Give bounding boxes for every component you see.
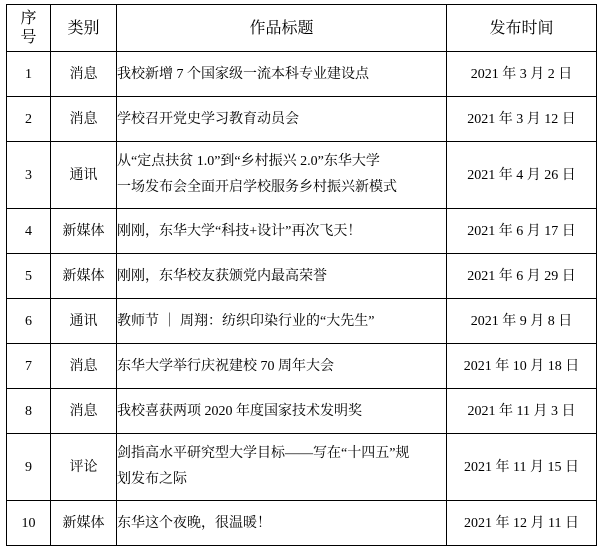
cell-title-line1: 我校新增 7 个国家级一流本科专业建设点 — [117, 66, 369, 82]
cell-title-line2: 一场发布会全面开启学校服务乡村振兴新模式 — [117, 180, 397, 195]
table-row — [7, 52, 597, 97]
cell-sequence: 5 — [7, 254, 51, 299]
cell-category: 评论 — [51, 434, 117, 501]
cell-sequence: 10 — [7, 501, 51, 546]
cell-title — [117, 344, 447, 389]
cell-sequence: 9 — [7, 434, 51, 501]
cell-title — [117, 389, 447, 434]
cell-sequence: 2 — [7, 97, 51, 142]
cell-date: 2021 年 11 月 15 日 — [447, 434, 597, 501]
cell-title-line1: 学校召开党史学习教育动员会 — [117, 111, 299, 127]
cell-category: 消息 — [51, 344, 117, 389]
cell-title — [117, 97, 447, 142]
cell-category: 通讯 — [51, 299, 117, 344]
column-header-category: 类别 — [51, 5, 117, 52]
table-row — [7, 434, 597, 501]
table-row — [7, 344, 597, 389]
cell-title — [117, 434, 447, 501]
header-row — [7, 5, 597, 52]
cell-date: 2021 年 9 月 8 日 — [447, 299, 597, 344]
table-row — [7, 299, 597, 344]
cell-title-line2: 划发布之际 — [117, 472, 187, 487]
cell-category: 消息 — [51, 97, 117, 142]
cell-category: 消息 — [51, 52, 117, 97]
cell-title-line1: 东华这个夜晚，很温暖！ — [117, 515, 271, 531]
table-row — [7, 254, 597, 299]
cell-date: 2021 年 6 月 29 日 — [447, 254, 597, 299]
cell-date: 2021 年 3 月 2 日 — [447, 52, 597, 97]
cell-date: 2021 年 11 月 3 日 — [447, 389, 597, 434]
works-table — [6, 4, 597, 546]
table-body — [7, 52, 597, 546]
table-row — [7, 142, 597, 209]
cell-sequence: 8 — [7, 389, 51, 434]
cell-title-line1: 刚刚，东华大学“科技+设计”再次飞天！ — [117, 223, 362, 239]
cell-title-line1: 刚刚，东华校友获颁党内最高荣誉 — [117, 268, 327, 284]
cell-category: 新媒体 — [51, 254, 117, 299]
cell-title — [117, 501, 447, 546]
cell-title — [117, 299, 447, 344]
cell-category: 新媒体 — [51, 209, 117, 254]
cell-sequence: 4 — [7, 209, 51, 254]
table-header — [7, 5, 597, 52]
cell-date: 2021 年 3 月 12 日 — [447, 97, 597, 142]
table-row — [7, 501, 597, 546]
cell-category: 消息 — [51, 389, 117, 434]
cell-date: 2021 年 6 月 17 日 — [447, 209, 597, 254]
cell-title-line1: 我校喜获两项 2020 年度国家技术发明奖 — [117, 403, 362, 419]
cell-title — [117, 52, 447, 97]
cell-date: 2021 年 10 月 18 日 — [447, 344, 597, 389]
cell-sequence: 7 — [7, 344, 51, 389]
cell-title-line1: 东华大学举行庆祝建校 70 周年大会 — [117, 358, 334, 374]
table-row — [7, 97, 597, 142]
cell-date: 2021 年 4 月 26 日 — [447, 142, 597, 209]
cell-sequence: 3 — [7, 142, 51, 209]
table-row — [7, 389, 597, 434]
cell-sequence: 1 — [7, 52, 51, 97]
column-header-sequence-line2: 号 — [20, 29, 37, 46]
cell-title — [117, 254, 447, 299]
column-header-title: 作品标题 — [117, 5, 447, 52]
cell-date: 2021 年 12 月 11 日 — [447, 501, 597, 546]
table-row — [7, 209, 597, 254]
column-header-sequence-line1: 序 — [20, 10, 37, 27]
cell-title — [117, 209, 447, 254]
column-header-sequence — [7, 5, 51, 52]
cell-category: 新媒体 — [51, 501, 117, 546]
cell-category: 通讯 — [51, 142, 117, 209]
cell-title — [117, 142, 447, 209]
cell-title-line1: 教师节 ｜ 周翔：纺织印染行业的“大先生” — [117, 313, 375, 329]
cell-title-line1: 剑指高水平研究型大学目标——写在“十四五”规 — [117, 446, 410, 461]
column-header-date: 发布时间 — [447, 5, 597, 52]
cell-title-line1: 从“定点扶贫 1.0”到“乡村振兴 2.0”东华大学 — [117, 154, 380, 169]
cell-sequence: 6 — [7, 299, 51, 344]
